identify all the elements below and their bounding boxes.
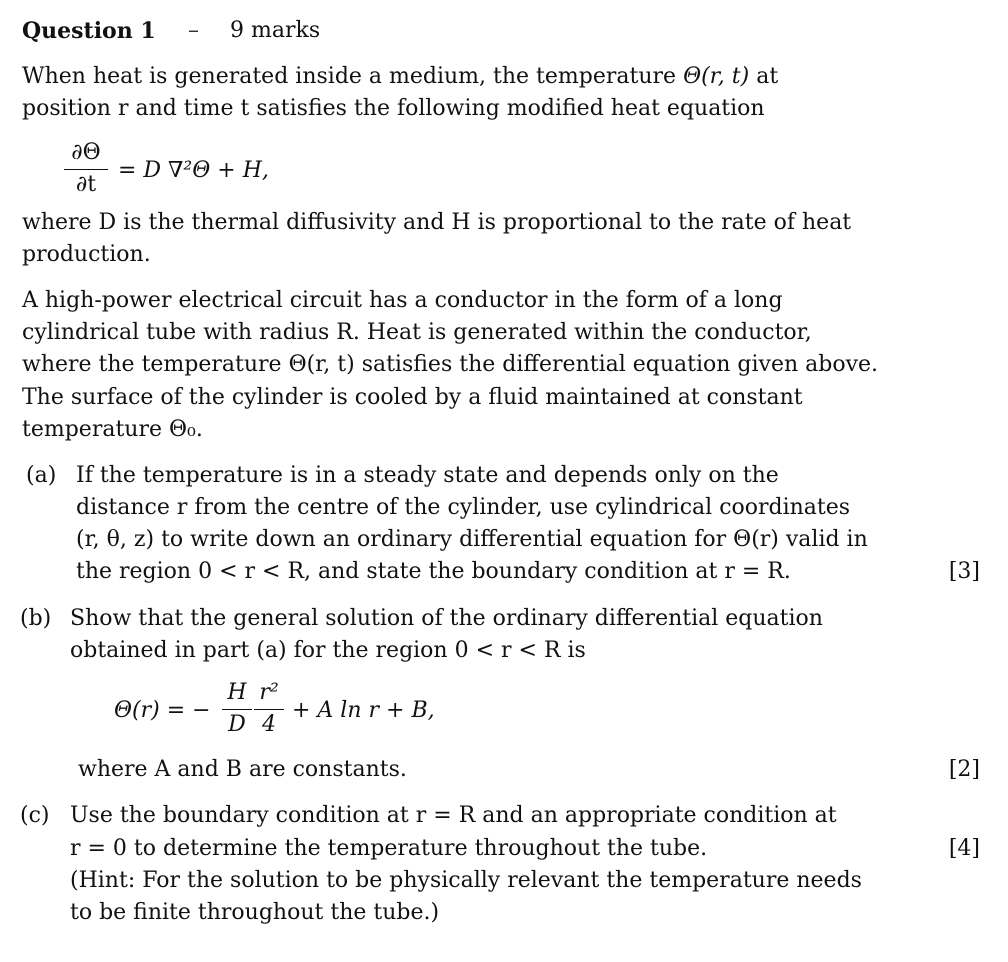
part-a-marks: [3] [948,559,980,584]
heat-equation-numerator: ∂Θ [71,140,101,165]
intro-line-1-text: When heat is generated inside a medium, the temperature [22,64,684,89]
solution-fraction-2-bar [254,709,284,710]
title-dash: – [188,18,199,43]
question-title: Question 1 [22,18,156,44]
context-line-2: cylindrical tube with radius R. Heat is generated within the conductor, [22,320,812,345]
part-b-line-3: where A and B are constants. [78,757,407,782]
heat-equation-denominator: ∂t [75,172,97,197]
heat-equation-fraction-bar [64,169,108,170]
intro-line-1-end: at [749,64,779,89]
context-line-3: where the temperature Θ(r, t) satisfies the differential equation given above. [22,352,879,377]
solution-fraction-1-numerator: H [227,680,247,705]
intro-line-1 [22,66,778,88]
part-b-label: (b) [20,606,52,631]
part-a-line-2: distance r from the centre of the cylinder, use cylindrical coordinates [76,495,851,520]
part-b-line-2: obtained in part (a) for the region 0 < r < R is [70,638,586,663]
intro-line-2: position r and time t satisfies the following modified heat equation [22,96,765,121]
solution-fraction-h-over-d [222,682,252,736]
total-marks: 9 marks [230,18,321,43]
context-line-4: The surface of the cylinder is cooled by a fluid maintained at constant [22,385,803,410]
part-a-line-1: If the temperature is in a steady state and depends only on the [76,463,779,488]
intro-line-3: where D is the thermal diffusivity and H is proportional to the rate of heat [22,210,852,235]
solution-fraction-2-denominator: 4 [262,712,276,737]
solution-fraction-1-denominator: D [228,712,246,737]
solution-fraction-2-numerator: r² [259,680,279,705]
intro-line-1-math: Θ(r, t) [683,64,750,89]
part-c-marks: [4] [948,836,980,861]
part-c-line-2: r = 0 to determine the temperature throughout the tube. [70,836,708,861]
part-a-label: (a) [26,463,57,488]
solution-rhs: + A ln r + B, [292,698,435,723]
part-a-line-3: (r, θ, z) to write down an ordinary differential equation for Θ(r) valid in [76,527,868,552]
heat-equation-rhs: = D ∇²Θ + H, [118,158,269,183]
context-line-1: A high-power electrical circuit has a conductor in the form of a long [22,288,783,313]
part-c-line-4: to be finite throughout the tube.) [70,900,440,925]
solution-fraction-r2-over-4 [254,682,284,736]
part-c-line-3: (Hint: For the solution to be physically relevant the temperature needs [70,868,862,893]
part-b-marks: [2] [948,757,980,782]
part-c-label: (c) [20,803,50,828]
part-b-line-1: Show that the general solution of the ordinary differential equation [70,606,823,631]
solution-lhs: Θ(r) = − [114,698,211,723]
part-c-line-1: Use the boundary condition at r = R and an appropriate condition at [70,803,837,828]
heat-equation-fraction [64,142,108,196]
part-a-line-4: the region 0 < r < R, and state the boundary condition at r = R. [76,559,791,584]
solution-fraction-1-bar [222,709,252,710]
intro-line-4: production. [22,242,151,267]
context-line-5: temperature Θ₀. [22,417,203,442]
